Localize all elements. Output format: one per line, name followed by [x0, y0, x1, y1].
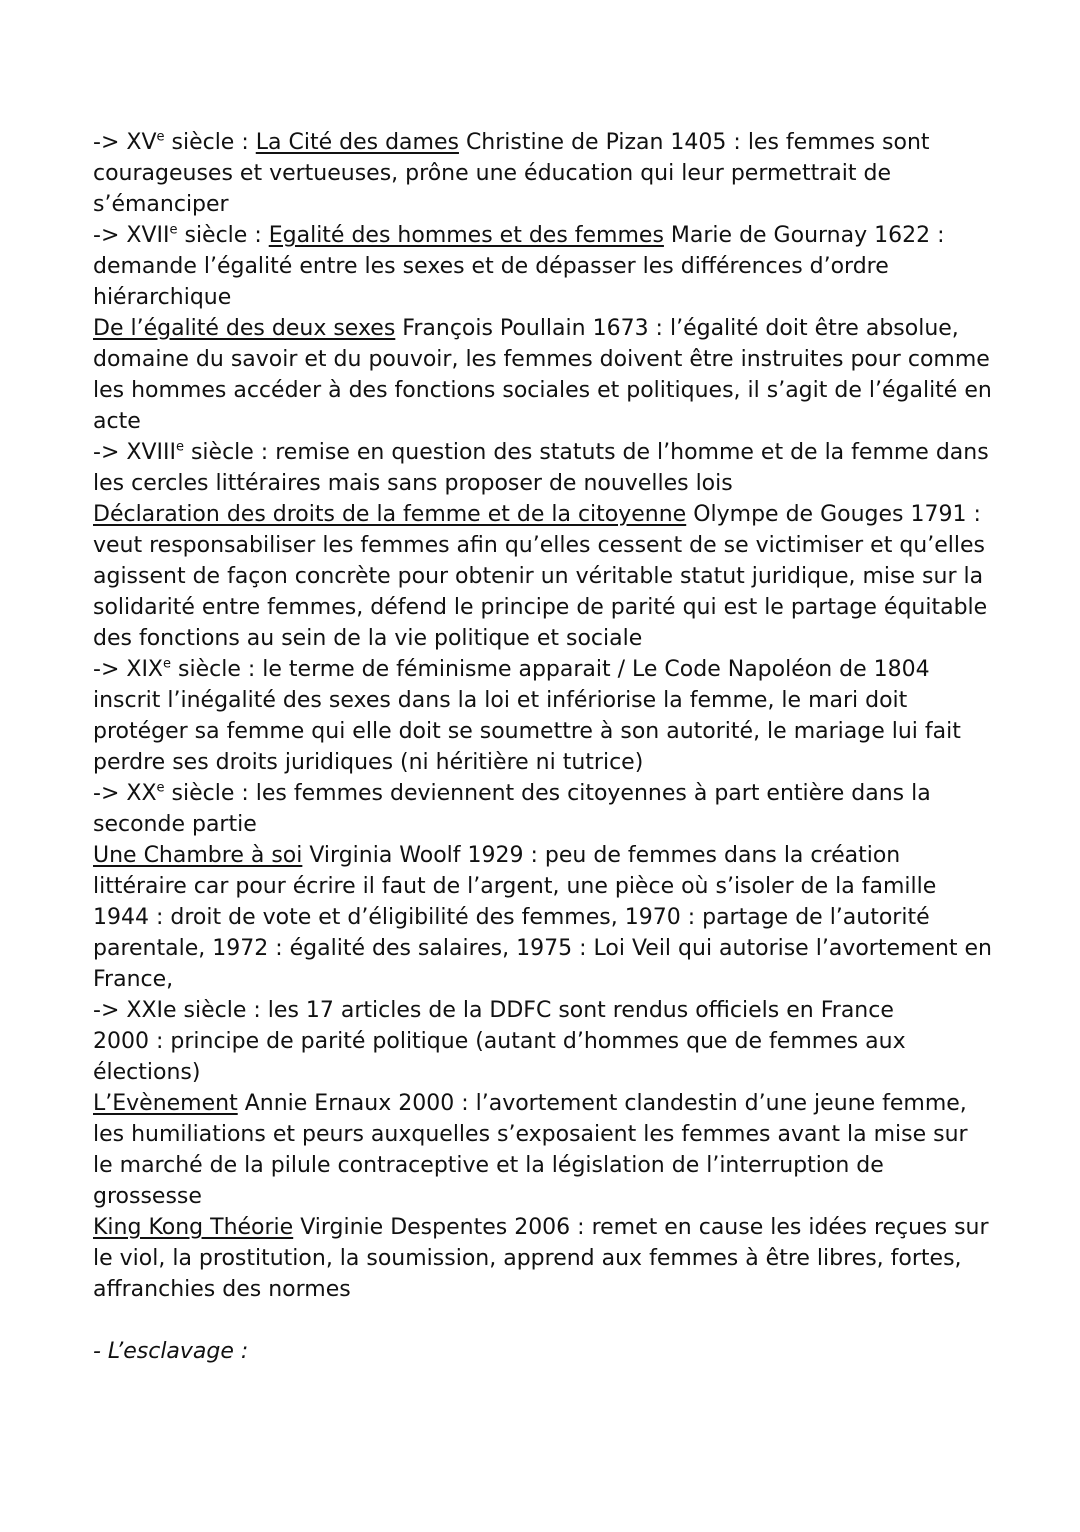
- paragraph-text: François Poullain 1673 : l’égalité doit être absolue, domaine du savoir et du pouvoir, les femmes doivent être instruites pour comme les hommes accéder à des fonctions sociales et politiques, il s’agit de l’égalité en acte: [93, 316, 992, 434]
- paragraph-parite: [93, 1026, 993, 1088]
- arrow-marker: ->: [93, 657, 127, 682]
- work-title: King Kong Théorie: [93, 1215, 294, 1240]
- paragraph-text: le terme de féminisme apparait / Le Code Napoléon de 1804 inscrit l’inégalité des sexes dans la loi et infériorise la femme, le mari doit protéger sa femme qui elle doit se soumettre à son autorité, le mariage lui fait perdre ses droits juridiques (ni héritière ni tutrice): [93, 657, 961, 775]
- arrow-marker: ->: [93, 440, 127, 465]
- paragraph-gouges: [93, 499, 993, 654]
- paragraph-ernaux: [93, 1088, 993, 1212]
- paragraph-text: 1944 : droit de vote et d’éligibilité des femmes, 1970 : partage de l’autorité parentale, 1972 : égalité des salaires, 1975 : Loi Veil qui autorise l’avortement en France,: [93, 905, 992, 992]
- century-label-rest: siècle :: [164, 781, 256, 806]
- century-superscript: e: [175, 439, 184, 455]
- work-title: Déclaration des droits de la femme et de la citoyenne: [93, 502, 687, 527]
- paragraph-text: Virginia Woolf 1929 : peu de femmes dans la création littéraire car pour écrire il faut de l’argent, une pièce où s’isoler de la famille: [93, 843, 937, 899]
- paragraph-poullain: [93, 313, 993, 437]
- paragraph-xix-century: [93, 654, 993, 778]
- century-label: XIX: [126, 657, 164, 682]
- paragraph-woolf: [93, 840, 993, 902]
- century-label: XVIII: [126, 440, 176, 465]
- paragraph-xxi-century: [93, 995, 993, 1026]
- work-title: Une Chambre à soi: [93, 843, 303, 868]
- paragraph-key-dates: [93, 902, 993, 995]
- century-label: XV: [126, 130, 157, 155]
- paragraph-despentes: [93, 1212, 993, 1305]
- century-label-rest: siècle :: [177, 223, 269, 248]
- paragraph-xx-century: [93, 778, 993, 840]
- paragraph-text: Virginie Despentes 2006 : remet en cause les idées reçues sur le viol, la prostitution, la soumission, apprend aux femmes à être libres, fortes, affranchies des normes: [93, 1215, 989, 1302]
- paragraph-text: Christine de Pizan 1405 : les femmes sont courageuses et vertueuses, prône une éducation qui leur permettrait de s’émanciper: [93, 130, 930, 217]
- document-page: [93, 127, 993, 1367]
- paragraph-xv-century: [93, 127, 993, 220]
- arrow-marker: ->: [93, 998, 127, 1023]
- paragraph-xvii-century: [93, 220, 993, 313]
- paragraph-text: remise en question des statuts de l’homme et de la femme dans les cercles littéraires mais sans proposer de nouvelles lois: [93, 440, 989, 496]
- century-superscript: e: [163, 656, 172, 672]
- century-superscript: e: [156, 780, 165, 796]
- century-label: XX: [126, 781, 157, 806]
- arrow-marker: ->: [93, 130, 127, 155]
- paragraph-text: Marie de Gournay 1622 : demande l’égalité entre les sexes et de dépasser les différences d’ordre hiérarchique: [93, 223, 945, 310]
- paragraph-text: les femmes deviennent des citoyennes à part entière dans la seconde partie: [93, 781, 931, 837]
- work-title: L’Evènement: [93, 1091, 238, 1116]
- work-title: De l’égalité des deux sexes: [93, 316, 396, 341]
- paragraph-text: 2000 : principe de parité politique (autant d’hommes que de femmes aux élections): [93, 1029, 906, 1085]
- century-superscript: e: [156, 129, 165, 145]
- century-label: XXIe siècle :: [126, 998, 268, 1023]
- paragraph-text: Annie Ernaux 2000 : l’avortement clandestin d’une jeune femme, les humiliations et peurs auxquelles s’exposaient les femmes avant la mise sur le marché de la pilule contraceptive et la législation de l’interruption de grossesse: [93, 1091, 968, 1209]
- work-title: La Cité des dames: [255, 130, 459, 155]
- century-label-rest: siècle :: [171, 657, 263, 682]
- century-label: XVII: [126, 223, 170, 248]
- section-heading-esclavage: - L’esclavage :: [93, 1339, 249, 1364]
- paragraph-text: les 17 articles de la DDFC sont rendus officiels en France: [267, 998, 894, 1023]
- paragraph-xviii-century: [93, 437, 993, 499]
- century-label-rest: siècle :: [183, 440, 276, 465]
- century-label-rest: siècle :: [164, 130, 256, 155]
- arrow-marker: ->: [93, 781, 127, 806]
- work-title: Egalité des hommes et des femmes: [268, 223, 664, 248]
- century-superscript: e: [169, 222, 178, 238]
- arrow-marker: ->: [93, 223, 127, 248]
- paragraph-text: Olympe de Gouges 1791 : veut responsabiliser les femmes afin qu’elles cessent de se victimiser et qu’elles agissent de façon concrète pour obtenir un véritable statut juridique, mise sur la solidarité entre femmes, défend le principe de parité qui est le partage équitable des fonctions au sein de la vie politique et sociale: [93, 502, 988, 651]
